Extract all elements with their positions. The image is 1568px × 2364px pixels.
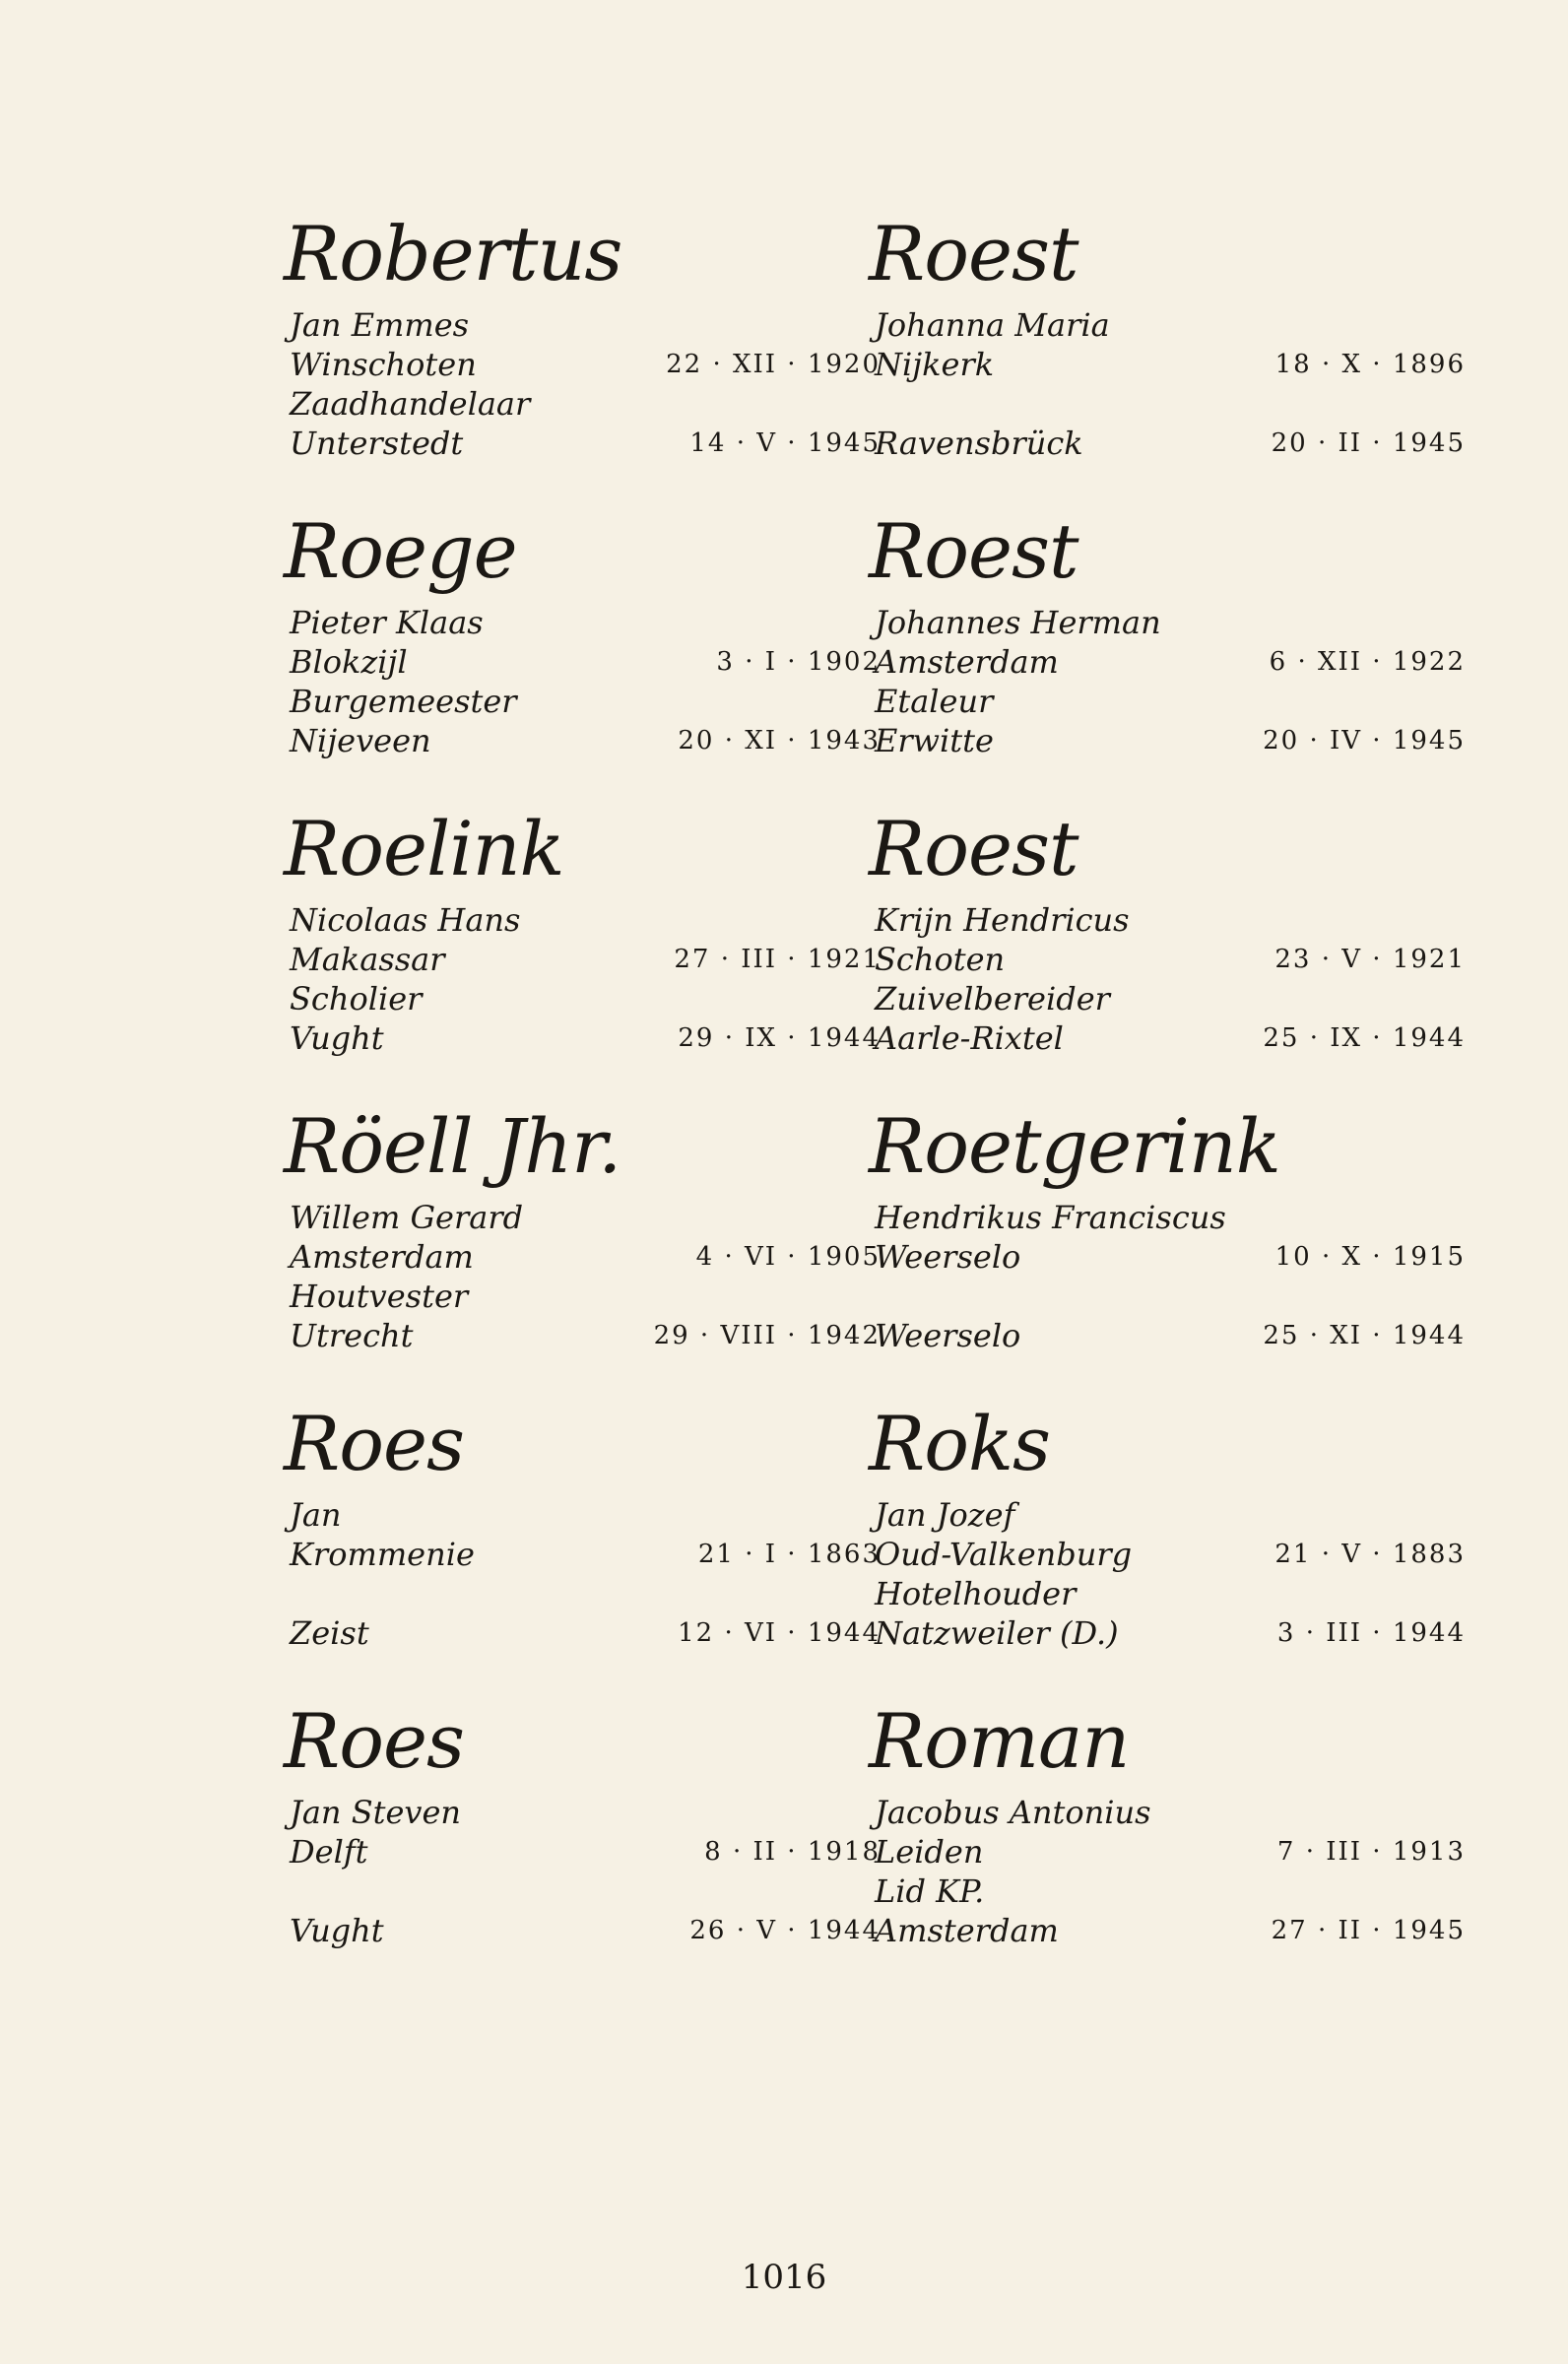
occupation: Lid KP. <box>875 1872 985 1910</box>
birthdate: 18 · X · 1896 <box>1274 350 1466 379</box>
surname: Roks <box>869 1400 1051 1487</box>
occupation-line <box>875 979 1466 1018</box>
given-name-line <box>875 900 1466 940</box>
given-name: Jan Jozef <box>875 1496 1015 1534</box>
entry-roks <box>869 1397 1466 1694</box>
given-name-line <box>290 1495 881 1535</box>
deathplace: Erwitte <box>875 722 994 759</box>
surname: Roest <box>869 805 1078 892</box>
death-line <box>290 1613 881 1653</box>
birthdate: 22 · XII · 1920 <box>666 350 881 379</box>
death-line <box>875 1613 1466 1653</box>
death-line <box>290 1911 881 1950</box>
surname: Roege <box>284 507 517 595</box>
given-name: Hendrikus Franciscus <box>875 1199 1226 1236</box>
given-name-line <box>875 603 1466 642</box>
entry-roege <box>284 504 881 802</box>
deathdate: 20 · IV · 1945 <box>1263 726 1466 755</box>
entry-roes-2 <box>284 1694 881 1992</box>
deathplace: Unterstedt <box>290 425 464 462</box>
deathdate: 29 · IX · 1944 <box>678 1023 881 1053</box>
entry-roest-3 <box>869 802 1466 1099</box>
surname: Roes <box>284 1400 464 1487</box>
death-line <box>290 1316 881 1355</box>
deathdate: 12 · VI · 1944 <box>678 1618 881 1648</box>
given-name-line <box>290 603 881 642</box>
given-name: Johannes Herman <box>875 604 1161 641</box>
given-name: Johanna Maria <box>875 306 1110 344</box>
given-name-line <box>290 305 881 345</box>
birth-line <box>290 642 881 682</box>
deathdate: 27 · II · 1945 <box>1271 1916 1466 1945</box>
occupation-line <box>290 384 881 424</box>
deathdate: 25 · IX · 1944 <box>1263 1023 1466 1053</box>
deathdate: 20 · XI · 1943 <box>678 726 881 755</box>
death-line <box>875 1018 1466 1058</box>
occupation: Zaadhandelaar <box>290 385 531 423</box>
occupation-line <box>875 682 1466 721</box>
surname: Roest <box>869 507 1078 595</box>
birthdate: 3 · I · 1902 <box>716 647 881 677</box>
birthplace: Winschoten <box>290 346 477 383</box>
surname: Robertus <box>284 210 622 297</box>
deathplace: Vught <box>290 1912 384 1949</box>
given-name-line <box>290 1198 881 1237</box>
given-name-line <box>875 1793 1466 1832</box>
surname: Röell Jhr. <box>284 1102 621 1190</box>
occupation-line <box>290 1574 881 1613</box>
birth-line <box>875 1535 1466 1574</box>
occupation-line <box>875 1872 1466 1911</box>
given-name: Willem Gerard <box>290 1199 524 1236</box>
birthdate: 6 · XII · 1922 <box>1269 647 1466 677</box>
birthplace: Schoten <box>875 941 1006 978</box>
deathdate: 14 · V · 1945 <box>689 428 881 458</box>
entry-roell <box>284 1099 881 1397</box>
surname: Roman <box>869 1697 1130 1785</box>
birthplace: Amsterdam <box>290 1238 474 1276</box>
given-name-line <box>290 900 881 940</box>
right-column <box>869 207 1466 1992</box>
occupation-line <box>290 979 881 1018</box>
birthdate: 4 · VI · 1905 <box>695 1242 881 1272</box>
occupation-line <box>290 1277 881 1316</box>
given-name: Krijn Hendricus <box>875 901 1130 939</box>
death-line <box>875 721 1466 760</box>
deathplace: Nijeveen <box>290 722 431 759</box>
given-name-line <box>290 1793 881 1832</box>
left-column <box>284 207 881 1992</box>
birth-line <box>875 940 1466 979</box>
occupation: Burgemeester <box>290 683 517 720</box>
birthplace: Amsterdam <box>875 643 1059 681</box>
deathdate: 29 · VIII · 1942 <box>653 1321 881 1350</box>
birthplace: Weerselo <box>875 1238 1021 1276</box>
occupation-line <box>875 1574 1466 1613</box>
page-number: 1016 <box>741 2258 827 2297</box>
entry-robertus <box>284 207 881 504</box>
birth-line <box>875 345 1466 384</box>
deathplace: Zeist <box>290 1614 369 1652</box>
deathdate: 26 · V · 1944 <box>689 1916 881 1945</box>
occupation: Zuivelbereider <box>875 980 1110 1018</box>
birth-line <box>290 345 881 384</box>
birth-line <box>875 1237 1466 1277</box>
occupation: Hotelhouder <box>875 1575 1077 1612</box>
entry-roes <box>284 1397 881 1694</box>
birth-line <box>290 940 881 979</box>
death-line <box>290 721 881 760</box>
occupation: Houtvester <box>290 1278 469 1315</box>
birthdate: 21 · I · 1863 <box>697 1540 881 1569</box>
death-line <box>875 424 1466 463</box>
death-line <box>875 1316 1466 1355</box>
birth-line <box>290 1237 881 1277</box>
death-line <box>875 1911 1466 1950</box>
given-name: Jan <box>290 1496 342 1534</box>
surname: Roes <box>284 1697 464 1785</box>
occupation: Scholier <box>290 980 423 1018</box>
deathdate: 3 · III · 1944 <box>1276 1618 1466 1648</box>
birthplace: Nijkerk <box>875 346 995 383</box>
birthdate: 10 · X · 1915 <box>1274 1242 1466 1272</box>
birthplace: Makassar <box>290 941 445 978</box>
deathdate: 20 · II · 1945 <box>1271 428 1466 458</box>
birthplace: Leiden <box>875 1833 984 1871</box>
given-name: Nicolaas Hans <box>290 901 521 939</box>
occupation-line <box>875 1277 1466 1316</box>
given-name: Pieter Klaas <box>290 604 484 641</box>
birthdate: 23 · V · 1921 <box>1274 945 1466 974</box>
occupation: Etaleur <box>875 683 994 720</box>
surname: Roelink <box>284 805 564 892</box>
given-name-line <box>875 305 1466 345</box>
deathplace: Natzweiler (D.) <box>875 1614 1119 1652</box>
deathdate: 25 · XI · 1944 <box>1263 1321 1466 1350</box>
death-line <box>290 424 881 463</box>
deathplace: Weerselo <box>875 1317 1021 1354</box>
entry-roman <box>869 1694 1466 1992</box>
given-name: Jan Emmes <box>290 306 470 344</box>
birthplace: Delft <box>290 1833 368 1871</box>
deathplace: Amsterdam <box>875 1912 1059 1949</box>
entry-roest-2 <box>869 504 1466 802</box>
birth-line <box>875 1832 1466 1872</box>
birthdate: 8 · II · 1918 <box>704 1837 881 1867</box>
birthplace: Blokzijl <box>290 643 408 681</box>
birthplace: Krommenie <box>290 1536 475 1573</box>
entry-roest-1 <box>869 207 1466 504</box>
surname: Roest <box>869 210 1078 297</box>
deathplace: Utrecht <box>290 1317 414 1354</box>
given-name-line <box>875 1495 1466 1535</box>
given-name: Jan Steven <box>290 1794 462 1831</box>
occupation-line <box>875 384 1466 424</box>
birthdate: 7 · III · 1913 <box>1276 1837 1466 1867</box>
surname: Roetgerink <box>869 1102 1280 1190</box>
deathplace: Vught <box>290 1019 384 1057</box>
entry-roetgerink <box>869 1099 1466 1397</box>
deathplace: Aarle-Rixtel <box>875 1019 1064 1057</box>
deathplace: Ravensbrück <box>875 425 1083 462</box>
birth-line <box>875 642 1466 682</box>
given-name-line <box>875 1198 1466 1237</box>
occupation-line <box>290 682 881 721</box>
birthdate: 27 · III · 1921 <box>674 945 881 974</box>
death-line <box>290 1018 881 1058</box>
birthdate: 21 · V · 1883 <box>1274 1540 1466 1569</box>
given-name: Jacobus Antonius <box>875 1794 1151 1831</box>
birth-line <box>290 1832 881 1872</box>
birthplace: Oud-Valkenburg <box>875 1536 1133 1573</box>
birth-line <box>290 1535 881 1574</box>
entry-roelink <box>284 802 881 1099</box>
occupation-line <box>290 1872 881 1911</box>
